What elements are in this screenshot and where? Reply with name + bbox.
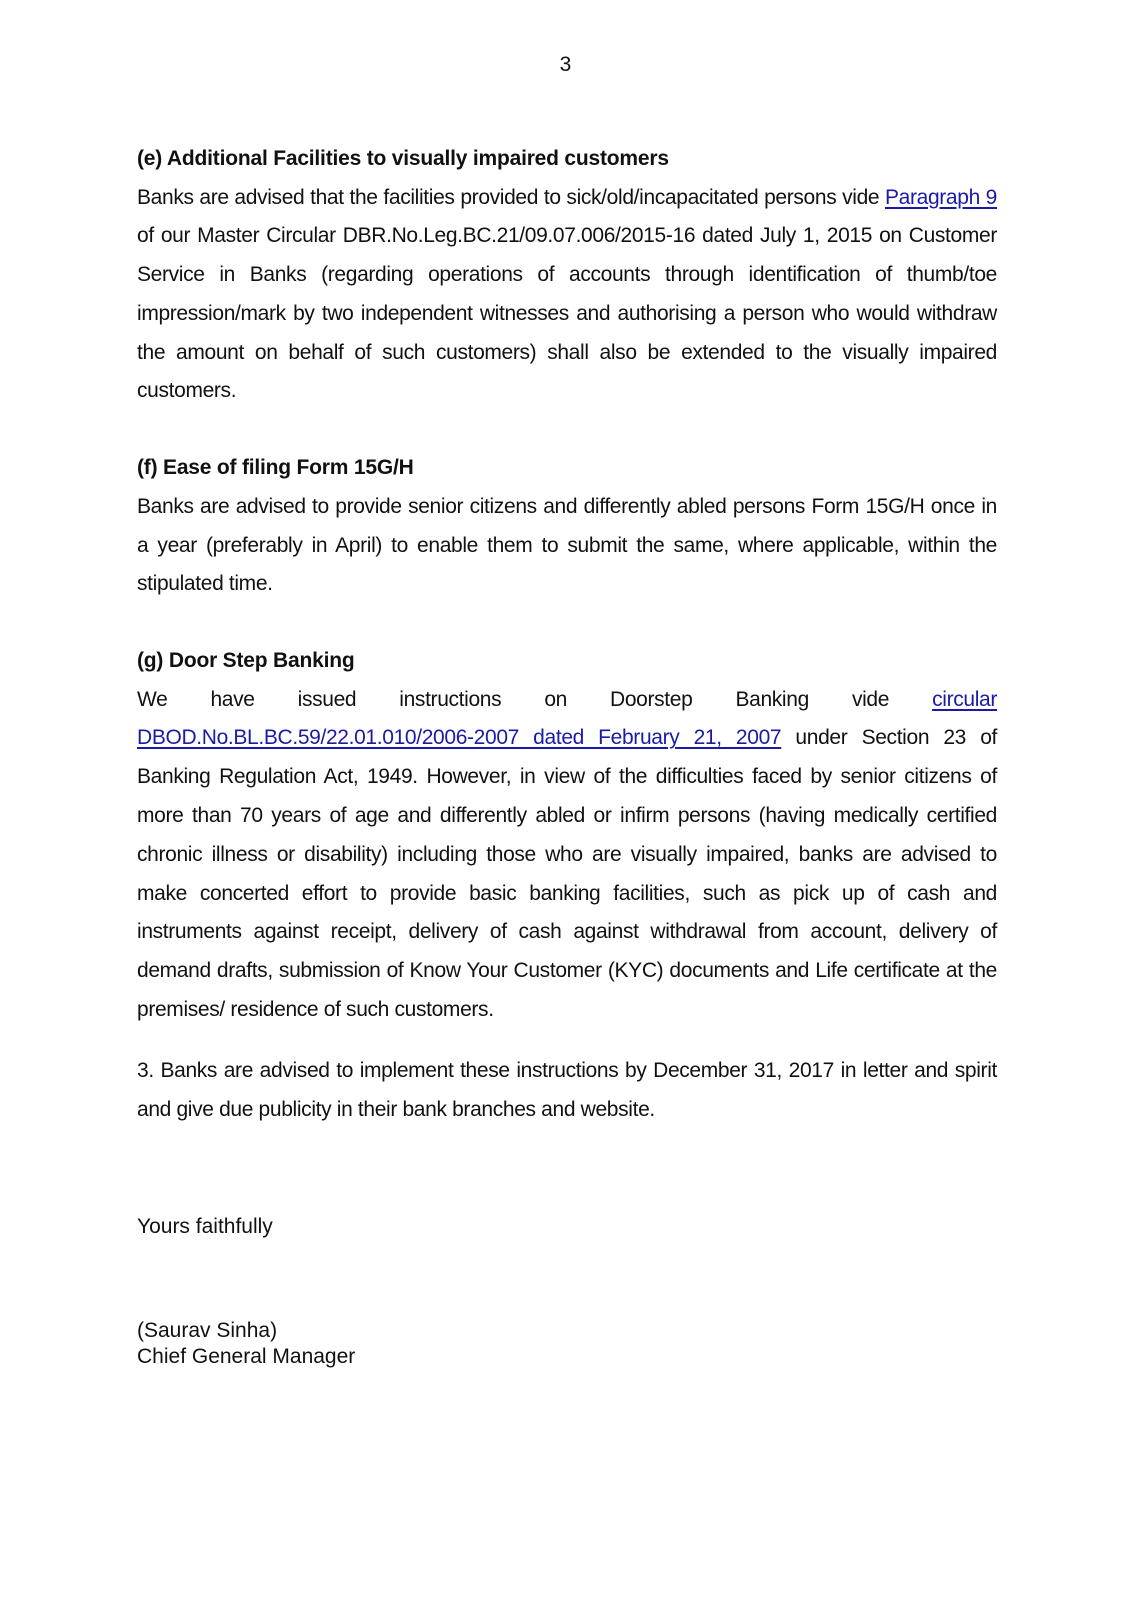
implementation-paragraph: 3. Banks are advised to implement these instructions by December 31, 2017 in letter and spirit and give due publicity in their bank branches and website. (137, 1058, 997, 1121)
section-e (137, 140, 997, 411)
page-number: 3 (559, 53, 572, 76)
paragraph-text: Banks are advised that the facilities provided to sick/old/incapacitated persons vide (137, 185, 885, 209)
section-g (137, 642, 997, 1030)
paragraph-9-link[interactable]: Paragraph 9 (884, 185, 997, 209)
signatory-block (137, 1318, 355, 1370)
doorstep-banking-circular-link[interactable]: circular DBOD.No.BL.BC.59/22.01.010/2006-2007 dated February 21, 2007 (137, 687, 997, 750)
sign-off: Yours faithfully (137, 1215, 273, 1238)
section-heading: (g) Door Step Banking (137, 649, 355, 673)
section-heading: (e) Additional Facilities to visually impaired customers (137, 147, 669, 170)
paragraph-text: under Section 23 of Banking Regulation Act, 1949. However, in view of the difficulties faced by senior citizens of more than 70 years of age and differently abled or infirm persons (having medically certified chronic illness or disability) including those who are visually impaired, banks are advised to make concerted effort to provide basic banking facilities, such as pick up of cash and instruments against receipt, delivery of cash against withdrawal from account, delivery of demand drafts, submission of Know Your Customer (KYC) documents and Life certificate at the premises/ residence of such customers. (137, 726, 998, 1022)
section-paragraph (137, 681, 997, 1030)
paragraph-text: We have issued instructions on Doorstep Banking vide (137, 687, 933, 711)
document-body (137, 140, 997, 1129)
signatory-name: (Saurav Sinha) (137, 1319, 278, 1342)
signatory-title: Chief General Manager (137, 1345, 356, 1368)
paragraph-text: of our Master Circular DBR.No.Leg.BC.21/09.07.006/2015-16 dated July 1, 2015 on Customer Service in Banks (regarding operations of accounts through identification of thumb/toe impression/mark by two independent witnesses and authorising a person who would withdraw the amount on behalf of such customers) shall also be extended to the visually impaired customers. (137, 224, 997, 403)
section-f (137, 449, 997, 604)
section-paragraph (137, 179, 997, 412)
section-paragraph: Banks are advised to provide senior citizens and differently abled persons Form 15G/H once in a year (preferably in April) to enable them to submit the same, where applicable, within the stipulated time. (137, 494, 997, 596)
section-heading: (f) Ease of filing Form 15G/H (137, 456, 414, 480)
